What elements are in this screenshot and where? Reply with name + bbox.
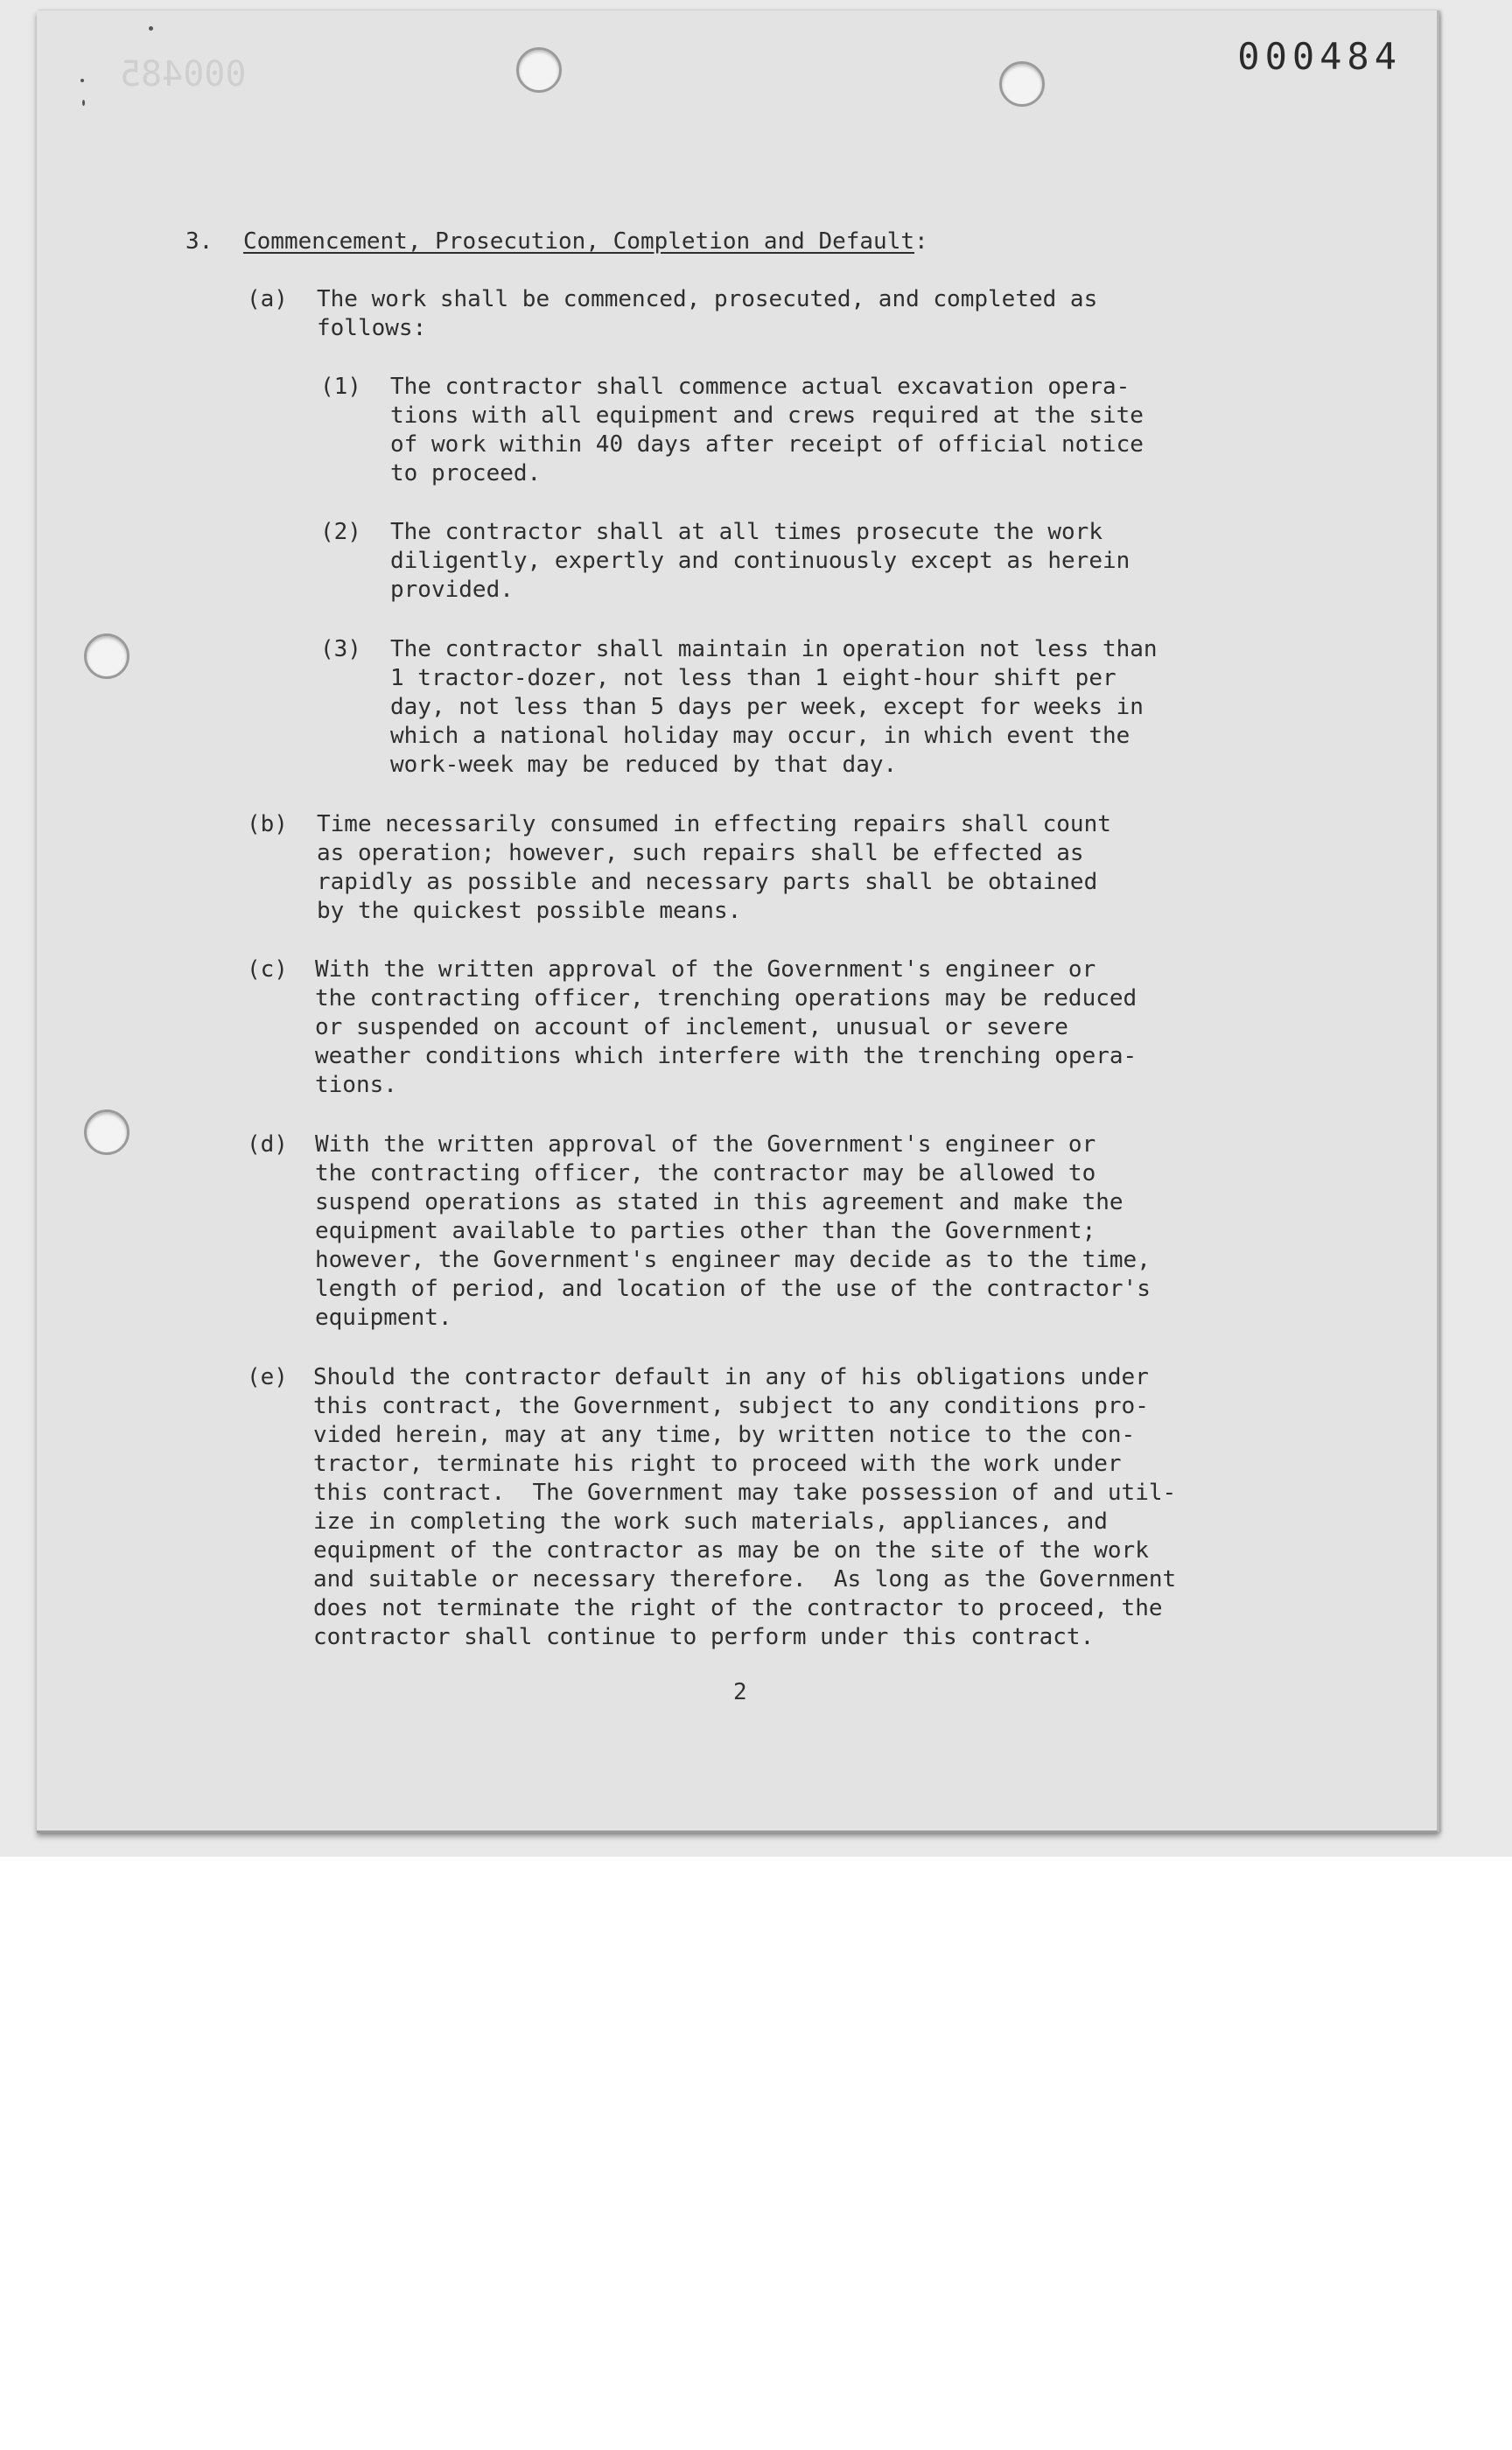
section-heading: Commencement, Prosecution, Completion and Default bbox=[243, 228, 915, 255]
text-line: work-week may be reduced by that day. bbox=[390, 752, 898, 778]
paragraph-e-text bbox=[313, 1363, 1176, 1652]
text-line: weather conditions which interfere with the trenching opera- bbox=[315, 1043, 1138, 1069]
text-line: ize in completing the work such materials, appliances, and bbox=[313, 1508, 1108, 1535]
paragraph-a2-text bbox=[390, 518, 1130, 605]
text-line: length of period, and location of the use of the contractor's bbox=[315, 1276, 1151, 1302]
scan-speck bbox=[149, 26, 153, 31]
text-line: The contractor shall at all times prosecute the work bbox=[390, 519, 1102, 545]
text-line: suspend operations as stated in this agreement and make the bbox=[315, 1189, 1124, 1215]
paragraph-c-text bbox=[315, 956, 1137, 1100]
paragraph-a3-text bbox=[390, 635, 1158, 780]
paragraph-b-label: (b) bbox=[247, 811, 288, 837]
text-line: however, the Government's engineer may decide as to the time, bbox=[315, 1247, 1151, 1273]
text-line: does not terminate the right of the contractor to proceed, the bbox=[313, 1595, 1163, 1621]
text-line: or suspended on account of inclement, unusual or severe bbox=[315, 1014, 1068, 1040]
paragraph-a1-text bbox=[390, 373, 1144, 488]
text-line: this contract, the Government, subject to any conditions pro- bbox=[313, 1393, 1149, 1419]
text-line: the contracting officer, trenching operations may be reduced bbox=[315, 985, 1138, 1012]
text-line: The contractor shall commence actual excavation opera- bbox=[390, 374, 1130, 400]
text-line: of work within 40 days after receipt of official notice bbox=[390, 431, 1144, 458]
punch-hole-top-right bbox=[999, 61, 1045, 107]
text-line: Should the contractor default in any of his obligations under bbox=[313, 1364, 1149, 1390]
text-line: this contract. The Government may take possession of and util- bbox=[313, 1480, 1177, 1506]
text-line: 1 tractor-dozer, not less than 1 eight-hour shift per bbox=[390, 665, 1116, 691]
text-line: follows: bbox=[317, 315, 427, 341]
paragraph-a2-label: (2) bbox=[320, 519, 361, 545]
text-line: equipment. bbox=[315, 1305, 452, 1331]
paragraph-b-text bbox=[317, 810, 1111, 926]
section-heading-line bbox=[243, 228, 928, 256]
text-line: the contracting officer, the contractor may be allowed to bbox=[315, 1160, 1096, 1186]
text-line: tractor, terminate his right to proceed with the work under bbox=[313, 1451, 1122, 1477]
text-line: contractor shall continue to perform under this contract. bbox=[313, 1624, 1095, 1650]
punch-hole-top-left bbox=[516, 47, 562, 93]
text-line: The contractor shall maintain in operation not less than bbox=[390, 636, 1158, 662]
text-line: which a national holiday may occur, in which event the bbox=[390, 723, 1130, 749]
text-line: rapidly as possible and necessary parts shall be obtained bbox=[317, 869, 1098, 895]
text-line: equipment of the contractor as may be on the site of the work bbox=[313, 1537, 1149, 1564]
text-line: The work shall be commenced, prosecuted, and completed as bbox=[317, 286, 1098, 312]
paragraph-c-label: (c) bbox=[247, 956, 288, 983]
paragraph-a-text bbox=[317, 285, 1097, 343]
text-line: as operation; however, such repairs shall be effected as bbox=[317, 840, 1084, 866]
paragraph-a-label: (a) bbox=[247, 286, 288, 312]
paragraph-e-label: (e) bbox=[247, 1364, 288, 1390]
section-heading-colon: : bbox=[914, 228, 928, 255]
text-line: diligently, expertly and continuously except as herein bbox=[390, 548, 1130, 574]
text-line: day, not less than 5 days per week, except for weeks in bbox=[390, 694, 1144, 720]
scan-speck bbox=[80, 79, 84, 82]
paragraph-d-label: (d) bbox=[247, 1131, 288, 1158]
text-line: equipment available to parties other than the Government; bbox=[315, 1218, 1096, 1244]
scan-speck bbox=[82, 100, 85, 106]
paragraph-a1-label: (1) bbox=[320, 374, 361, 400]
text-line: and suitable or necessary therefore. As long as the Government bbox=[313, 1566, 1177, 1592]
text-line: by the quickest possible means. bbox=[317, 898, 742, 924]
text-line: provided. bbox=[390, 577, 514, 603]
text-line: tions. bbox=[315, 1072, 397, 1098]
text-line: tions with all equipment and crews required at the site bbox=[390, 402, 1144, 429]
page-number: 2 bbox=[733, 1679, 747, 1705]
paragraph-d-text bbox=[315, 1130, 1151, 1333]
document-stamp-number: 000484 bbox=[1237, 35, 1402, 78]
text-line: With the written approval of the Government's engineer or bbox=[315, 1131, 1096, 1158]
section-number: 3. bbox=[186, 228, 214, 255]
text-line: Time necessarily consumed in effecting repairs shall count bbox=[317, 811, 1111, 837]
text-line: vided herein, may at any time, by written notice to the con- bbox=[313, 1422, 1136, 1448]
punch-hole-middle-left bbox=[84, 634, 130, 679]
text-line: With the written approval of the Government's engineer or bbox=[315, 956, 1096, 983]
punch-hole-lower-left bbox=[84, 1110, 130, 1155]
text-line: to proceed. bbox=[390, 460, 542, 486]
bleed-through-number: 000485 bbox=[120, 54, 247, 94]
paragraph-a3-label: (3) bbox=[320, 636, 361, 662]
